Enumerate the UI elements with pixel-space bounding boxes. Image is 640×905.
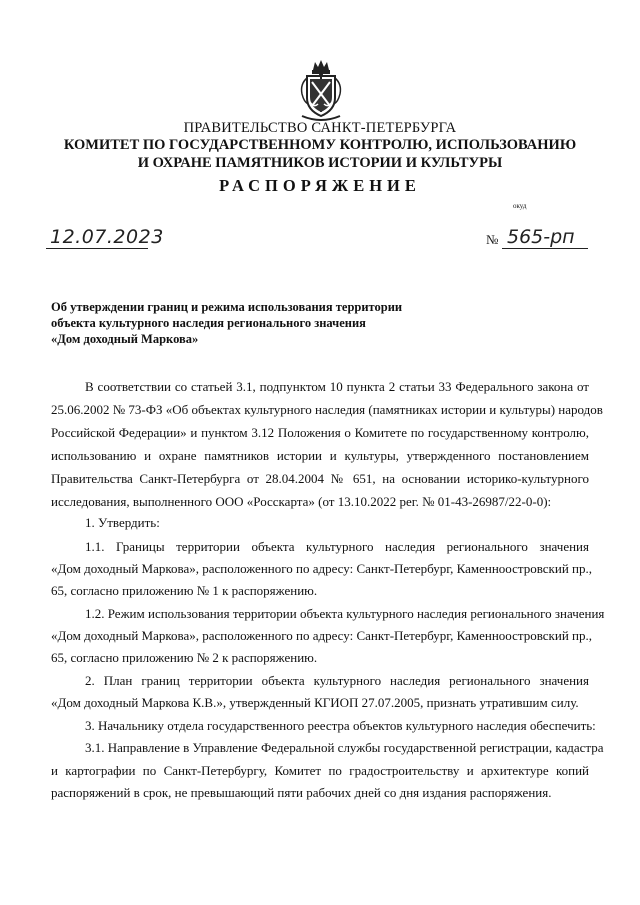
body-line: В соответствии со статьей 3.1, подпунктом 10 пункта 2 статьи 33 Федерального закона от <box>85 379 589 394</box>
number-sign: № <box>486 232 499 247</box>
date-underline <box>46 248 148 249</box>
body-line: исследования, выполненного ООО «Росскарта» (от 13.10.2022 рег. № 01-43-26987/22-0-0): <box>51 494 552 509</box>
body-line: 2. План границ территории объекта культурного наследия регионального значения <box>85 673 589 688</box>
body-line: использованию и охране памятников истории и культуры, утвержденного постановлением <box>51 448 589 463</box>
body-line: «Дом доходный Маркова», расположенного по адресу: Санкт-Петербург, Каменноостровский пр., <box>51 628 592 643</box>
body-line: 25.06.2002 № 73-ФЗ «Об объектах культурного наследия (памятниках истории и культуры) народов <box>51 402 603 417</box>
saint-petersburg-coat-of-arms-icon <box>296 58 346 124</box>
government-name: ПРАВИТЕЛЬСТВО САНКТ-ПЕТЕРБУРГА <box>183 120 457 136</box>
body-line: и картографии по Санкт-Петербургу, Комитет по градостроительству и архитектуре копий <box>51 763 589 778</box>
body-line: 1.2. Режим использования территории объекта культурного наследия регионального значения <box>85 606 605 621</box>
body-line: 3.1. Направление в Управление Федеральной службы государственной регистрации, кадастра <box>85 740 604 755</box>
body-line: 1. Утвердить: <box>85 515 160 530</box>
body-line: 3. Начальнику отдела государственного реестра объектов культурного наследия обеспечить: <box>85 718 596 733</box>
subject-line: «Дом доходный Маркова» <box>51 332 199 346</box>
subject-line: объекта культурного наследия регионального значения <box>51 316 366 330</box>
subject-line: Об утверждении границ и режима использования территории <box>51 300 403 314</box>
document-type-title: РАСПОРЯЖЕНИЕ <box>219 176 421 195</box>
document-number: 565-рп <box>507 226 575 248</box>
body-line: распоряжений в срок, не превышающий пяти рабочих дней со дня издания распоряжения. <box>51 785 552 800</box>
body-line: 65, согласно приложению № 2 к распоряжению. <box>51 650 318 665</box>
committee-name-line2: И ОХРАНЕ ПАМЯТНИКОВ ИСТОРИИ И КУЛЬТУРЫ <box>137 155 503 171</box>
okud-label: окуд <box>513 202 527 210</box>
body-line: Российской Федерации» и пунктом 3.12 Положения о Комитете по государственному контролю, <box>51 425 589 440</box>
body-line: 65, согласно приложению № 1 к распоряжению. <box>51 583 318 598</box>
document-subject <box>51 299 402 347</box>
number-underline <box>502 248 588 249</box>
body-line: «Дом доходный Маркова К.В.», утвержденный КГИОП 27.07.2005, признать утратившим силу. <box>51 695 579 710</box>
body-line: Правительства Санкт-Петербурга от 28.04.2004 № 651, на основании историко-культурного <box>51 471 589 486</box>
body-line: 1.1. Границы территории объекта культурного наследия регионального значения <box>85 539 589 554</box>
committee-name-line1: КОМИТЕТ ПО ГОСУДАРСТВЕННОМУ КОНТРОЛЮ, ИСПОЛЬЗОВАНИЮ <box>63 137 577 153</box>
document-date: 12.07.2023 <box>50 226 164 248</box>
body-line: «Дом доходный Маркова», расположенного по адресу: Санкт-Петербург, Каменноостровский пр., <box>51 561 592 576</box>
